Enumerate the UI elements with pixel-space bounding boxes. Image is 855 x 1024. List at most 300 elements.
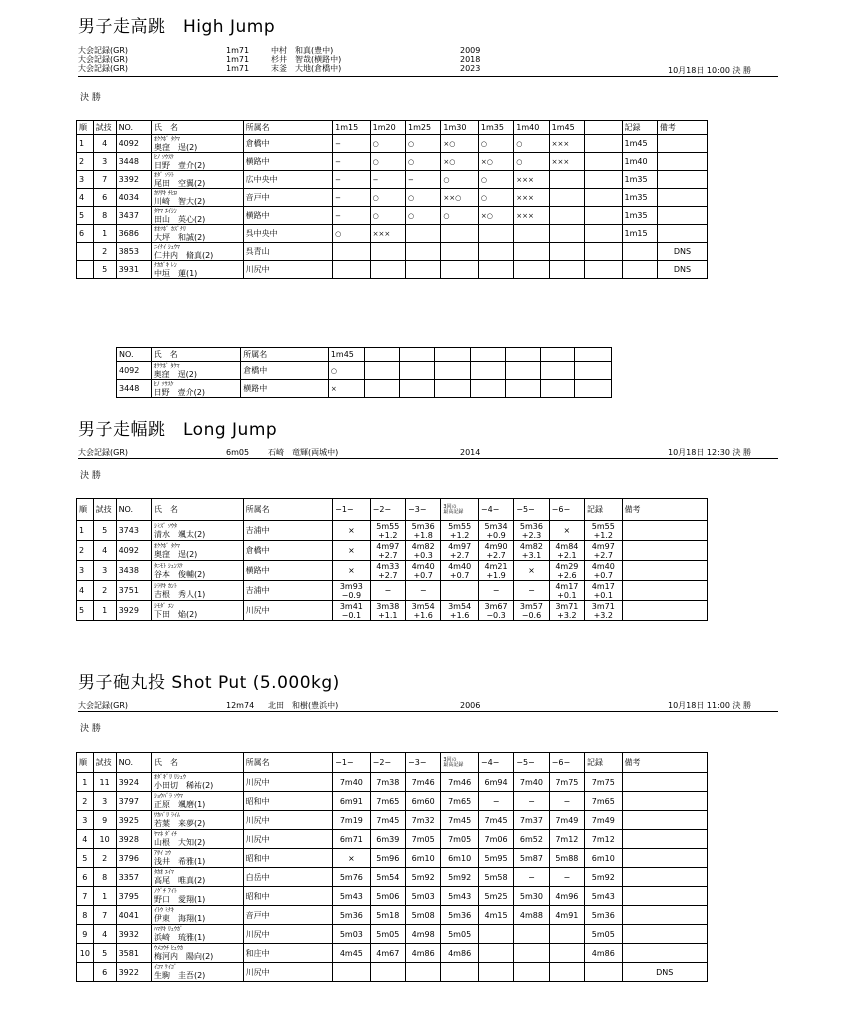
trial-cell: 7m19	[333, 811, 370, 830]
attempt-cell: ○	[441, 171, 478, 189]
trial-cell	[333, 521, 370, 541]
hj-results-table	[76, 120, 708, 279]
col-trial-4: −4−	[478, 753, 513, 773]
trial-cell	[370, 581, 405, 601]
order-cell: 1	[93, 887, 116, 906]
athlete-name: 下田 焔(2)	[153, 609, 198, 619]
athlete-name: 奥窪 逞(2)	[153, 549, 198, 559]
order-cell: 5	[93, 261, 116, 279]
attempt-cell	[549, 189, 584, 207]
trial-cell: 5m43	[585, 887, 622, 906]
event-datetime: 10月18日 10:00 決 勝	[668, 66, 752, 75]
attempt-cell	[370, 261, 405, 279]
trial-cell: −	[514, 868, 549, 887]
table-row	[77, 792, 708, 811]
attempt-cell: ○	[370, 153, 405, 171]
note-cell	[622, 773, 707, 792]
athlete-kana: ｱｻｲ ｺｳ	[153, 850, 171, 857]
team-cell: 川尻中	[243, 601, 333, 621]
trial-distance: 5m36	[411, 521, 435, 531]
note-cell	[657, 171, 707, 189]
athlete-kana: ｵｸｸﾎﾞ ﾀｸﾏ	[153, 362, 180, 370]
record-holder: 石崎 竜輝(両城中)	[268, 448, 339, 457]
attempt-cell	[478, 243, 513, 261]
col-team: 所属名	[243, 499, 333, 521]
trial-cell	[514, 561, 549, 581]
attempt-cell	[370, 243, 405, 261]
table-row	[77, 830, 708, 849]
divider	[78, 711, 778, 712]
trial-distance: −	[384, 586, 392, 595]
attempt-cell	[549, 261, 584, 279]
trial-cell	[478, 581, 513, 601]
athlete-kana: ｵｵﾂﾎﾞ ｶｽﾞﾅﾘ	[153, 225, 186, 233]
col-no: NO.	[116, 121, 151, 135]
trial-distance: 4m97	[591, 541, 615, 551]
order-cell: 7	[93, 906, 116, 925]
attempt-cell	[514, 225, 549, 243]
trial-distance: 3m41	[339, 601, 363, 611]
trial-cell	[333, 541, 370, 561]
attempt-cell	[549, 171, 584, 189]
team-cell: 昭和中	[243, 849, 333, 868]
attempt-cell: ○	[514, 135, 549, 153]
team-cell: 倉橋中	[241, 362, 329, 380]
table-header-row	[77, 499, 708, 521]
hj-title: 男子走高跳 High Jump	[78, 17, 276, 37]
best3-line2: 最高記録	[443, 508, 464, 515]
bib-cell: 4041	[116, 906, 151, 925]
trial-cell: 6m91	[333, 792, 370, 811]
rank-cell: 5	[77, 849, 94, 868]
note-cell	[657, 225, 707, 243]
trial-cell	[549, 944, 584, 963]
order-cell: 2	[93, 243, 116, 261]
col-best-of-3	[441, 753, 478, 773]
trial-distance: 4m97	[448, 541, 472, 551]
note-cell	[622, 868, 707, 887]
best3-line2: 最高記録	[443, 761, 464, 768]
trial-cell: 7m05	[406, 830, 441, 849]
trial-cell	[370, 561, 405, 581]
trial-cell	[406, 601, 441, 621]
trial-wind: −0.9	[341, 590, 362, 600]
athlete-name-cell	[151, 868, 243, 887]
record-cell: 1m40	[622, 153, 657, 171]
table-header-row	[117, 348, 612, 362]
trial-cell: 5m76	[333, 868, 370, 887]
trial-cell: 5m36	[333, 906, 370, 925]
record-label: 大会記録(GR)	[78, 701, 128, 710]
bib-cell: 3357	[116, 868, 151, 887]
record-cell: 1m35	[622, 171, 657, 189]
trial-cell	[514, 521, 549, 541]
col-trial-1: −1−	[333, 753, 370, 773]
attempt-cell: ○	[370, 189, 405, 207]
athlete-name: 伊東 海翔(1)	[153, 914, 206, 923]
trial-wind: +2.1	[557, 550, 577, 560]
note-cell	[622, 581, 707, 601]
col-order: 試技	[93, 121, 116, 135]
order-cell: 8	[93, 868, 116, 887]
note-cell	[622, 561, 707, 581]
athlete-name-cell	[151, 261, 243, 279]
col-height: 1m45	[328, 348, 365, 362]
attempt-cell: ○	[328, 362, 365, 380]
team-cell: 吉浦中	[243, 521, 333, 541]
trial-distance: 5m55	[376, 521, 400, 531]
team-cell: 吉浦中	[243, 581, 333, 601]
record-label: 大会記録(GR)	[78, 448, 128, 457]
best3-line1: 3回の	[443, 503, 457, 510]
trial-cell: 4m45	[333, 944, 370, 963]
note-cell	[657, 135, 707, 153]
trial-cell: 4m86	[406, 944, 441, 963]
trial-cell	[333, 561, 370, 581]
record-cell: 1m15	[622, 225, 657, 243]
team-cell: 白岳中	[243, 868, 333, 887]
attempt-cell: ○	[478, 135, 513, 153]
rank-cell: 4	[77, 189, 94, 207]
athlete-kana: ｵﾀﾞ ｿﾗﾄ	[153, 171, 174, 179]
trial-cell: 6m52	[514, 830, 549, 849]
trial-cell	[549, 925, 584, 944]
rank-cell: 2	[77, 792, 94, 811]
trial-cell: 7m40	[333, 773, 370, 792]
athlete-name-cell	[151, 561, 243, 581]
note-cell	[622, 906, 707, 925]
trial-wind: +2.7	[486, 550, 506, 560]
final-label: 決 勝	[80, 93, 101, 103]
record-holder: 中村 和真(豊中)	[271, 46, 334, 55]
attempt-cell	[441, 225, 478, 243]
athlete-name-cell	[151, 171, 243, 189]
record-label: 大会記録(GR)	[78, 55, 128, 64]
note-cell: DNS	[657, 261, 707, 279]
trial-distance: 4m97	[376, 541, 400, 551]
athlete-name: 正原 颯磨(1)	[153, 800, 206, 809]
trial-cell: 5m92	[585, 868, 622, 887]
team-cell: 昭和中	[243, 792, 333, 811]
attempt-cell: ×××	[514, 207, 549, 225]
blank-cell	[585, 225, 622, 243]
rank-cell: 3	[77, 171, 94, 189]
attempt-cell	[406, 243, 441, 261]
trial-distance: 5m34	[484, 521, 508, 531]
team-cell: 横路中	[243, 207, 333, 225]
blank-cell	[471, 380, 506, 398]
col-trial-6: −6−	[549, 753, 584, 773]
attempt-cell	[333, 261, 370, 279]
trial-cell: 4m98	[406, 925, 441, 944]
attempt-cell	[549, 225, 584, 243]
trial-cell	[478, 601, 513, 621]
athlete-name: 谷本 俊輔(2)	[153, 569, 206, 579]
record-cell: 1m35	[622, 189, 657, 207]
trial-cell	[585, 521, 622, 541]
trial-distance: 3m67	[484, 601, 508, 611]
attempt-cell	[549, 207, 584, 225]
blank-cell	[575, 362, 612, 380]
trial-wind: +0.7	[593, 570, 613, 580]
trial-cell	[478, 944, 513, 963]
trial-cell	[441, 541, 478, 561]
athlete-kana: ﾀｶｵ ﾕｲﾏ	[153, 869, 174, 876]
blank-cell	[471, 362, 506, 380]
trial-distance: 4m82	[519, 541, 543, 551]
athlete-name-cell	[151, 792, 243, 811]
note-cell	[622, 792, 707, 811]
attempt-cell	[441, 243, 478, 261]
rank-cell: 10	[77, 944, 94, 963]
note-cell	[622, 849, 707, 868]
athlete-name: 仁井内 脩真(2)	[153, 250, 214, 260]
trial-distance: 4m84	[555, 541, 579, 551]
athlete-name: 生駒 圭吾(2)	[153, 971, 206, 980]
trial-cell	[549, 963, 584, 982]
event-datetime: 10月18日 12:30 決 勝	[668, 448, 752, 457]
trial-cell: 4m86	[441, 944, 478, 963]
order-cell: 2	[93, 581, 116, 601]
record-cell	[622, 243, 657, 261]
table-row	[77, 189, 708, 207]
trial-cell: 5m05	[585, 925, 622, 944]
athlete-kana: ﾋﾉ ｿｳｽｹ	[153, 153, 174, 161]
record-holder: 北田 和樹(豊浜中)	[268, 701, 339, 710]
blank-cell	[365, 362, 400, 380]
table-row	[77, 601, 708, 621]
athlete-name-cell	[151, 773, 243, 792]
athlete-kana: ｼﾐｽﾞ ｿｳﾀ	[153, 522, 177, 530]
trial-wind: +1.9	[486, 570, 506, 580]
blank-cell	[506, 380, 541, 398]
bib-cell: 3448	[117, 380, 152, 398]
note-cell	[622, 830, 707, 849]
athlete-name: 梅河内 陽向(2)	[153, 952, 214, 961]
record-year: 2014	[460, 448, 481, 457]
record-holder: 末釜 大地(倉橋中)	[271, 64, 342, 73]
col-order: 試技	[93, 753, 116, 773]
table-row	[77, 153, 708, 171]
trial-wind: +2.7	[378, 570, 398, 580]
col-rank: 順	[77, 753, 94, 773]
trial-cell	[514, 541, 549, 561]
blank-cell	[400, 362, 435, 380]
trial-cell	[478, 521, 513, 541]
note-cell	[622, 541, 707, 561]
trial-cell: 7m32	[406, 811, 441, 830]
order-cell: 7	[93, 171, 116, 189]
table-row	[117, 362, 612, 380]
trial-cell: 7m38	[370, 773, 405, 792]
table-row	[77, 925, 708, 944]
trial-cell: 4m15	[478, 906, 513, 925]
trial-distance: −	[419, 586, 427, 595]
team-cell: 音戸中	[243, 189, 333, 207]
trial-distance: 5m55	[448, 521, 472, 531]
col-height: 1m45	[549, 121, 584, 135]
bib-cell: 3924	[116, 773, 151, 792]
trial-distance: 5m55	[591, 521, 615, 531]
rank-cell: 3	[77, 811, 94, 830]
rank-cell: 9	[77, 925, 94, 944]
trial-cell: 6m10	[406, 849, 441, 868]
record-mark: 1m71	[226, 46, 250, 55]
col-blank	[585, 121, 622, 135]
table-row	[77, 906, 708, 925]
trial-cell	[585, 581, 622, 601]
rank-cell: 6	[77, 225, 94, 243]
trial-cell	[406, 581, 441, 601]
bib-cell: 3928	[116, 830, 151, 849]
athlete-name-cell	[151, 887, 243, 906]
trial-wind: −0.6	[521, 610, 542, 620]
trial-wind: +1.1	[378, 610, 398, 620]
bib-cell: 3853	[116, 243, 151, 261]
attempt-cell	[406, 225, 441, 243]
table-header-row	[77, 753, 708, 773]
trial-cell: 5m87	[514, 849, 549, 868]
trial-cell: 7m49	[549, 811, 584, 830]
athlete-name-cell	[151, 243, 243, 261]
trial-cell: 7m40	[514, 773, 549, 792]
col-height: 1m30	[441, 121, 478, 135]
trial-cell: 5m25	[478, 887, 513, 906]
blank-cell	[585, 261, 622, 279]
athlete-name-cell	[151, 925, 243, 944]
table-row	[77, 171, 708, 189]
trial-cell	[585, 963, 622, 982]
order-cell: 3	[93, 561, 116, 581]
col-record: 記録	[585, 753, 622, 773]
table-row	[77, 207, 708, 225]
col-team: 所属名	[243, 753, 333, 773]
trial-cell: 7m46	[441, 773, 478, 792]
team-cell: 呉中央中	[243, 225, 333, 243]
trial-distance: −	[528, 586, 535, 595]
athlete-kana: ﾅｶｶﾞｷ ﾚﾝ	[153, 261, 177, 269]
attempt-cell: −	[406, 171, 441, 189]
trial-cell	[478, 963, 513, 982]
team-cell: 横路中	[243, 561, 333, 581]
rank-cell: 4	[77, 581, 94, 601]
athlete-kana: ﾀﾔﾏ ｴｲｼﾝ	[153, 207, 177, 215]
trial-distance: 4m29	[555, 561, 579, 571]
col-trial-5: −5−	[514, 499, 549, 521]
blank-cell	[434, 380, 471, 398]
trial-cell	[441, 581, 478, 601]
col-name: 氏 名	[151, 121, 243, 135]
attempt-cell	[478, 261, 513, 279]
rank-cell	[77, 261, 94, 279]
trial-cell: 7m65	[441, 792, 478, 811]
col-blank	[471, 348, 506, 362]
trial-cell: 5m43	[441, 887, 478, 906]
team-cell: 和庄中	[243, 944, 333, 963]
attempt-cell	[333, 243, 370, 261]
bib-cell: 4092	[117, 362, 152, 380]
order-cell: 6	[93, 963, 116, 982]
record-mark: 6m05	[226, 448, 250, 457]
bib-cell: 3797	[116, 792, 151, 811]
athlete-name: 清水 颯太(2)	[153, 529, 206, 539]
bib-cell: 3796	[116, 849, 151, 868]
athlete-name-cell	[151, 849, 243, 868]
athlete-name: 奥窪 逞(2)	[153, 369, 197, 379]
athlete-kana: ｵｸｸﾎﾞ ﾀｸﾏ	[153, 135, 180, 143]
bib-cell: 3922	[116, 963, 151, 982]
athlete-kana: ﾉｸﾞﾁ ｱｲﾄ	[153, 888, 177, 895]
col-no: NO.	[117, 348, 152, 362]
col-height: 1m20	[370, 121, 405, 135]
attempt-cell: ×××	[370, 225, 405, 243]
trial-distance: 4m33	[376, 561, 400, 571]
trial-cell	[514, 601, 549, 621]
col-blank	[365, 348, 400, 362]
bib-cell: 3438	[116, 561, 151, 581]
athlete-kana: ｵｸｸﾎﾞ ﾀｸﾏ	[153, 542, 180, 550]
athlete-name-cell	[151, 906, 243, 925]
trial-cell: 5m54	[370, 868, 405, 887]
record-year: 2009	[460, 46, 481, 55]
record-mark: 1m71	[226, 64, 250, 73]
athlete-kana: ｲｺﾏ ｹｲｺﾞ	[153, 964, 177, 971]
bib-cell: 3437	[116, 207, 151, 225]
athlete-name-cell	[151, 963, 243, 982]
trial-cell: 7m12	[549, 830, 584, 849]
athlete-name: 川崎 智大(2)	[153, 196, 206, 206]
trial-wind: +2.6	[557, 570, 577, 580]
trial-cell: −	[514, 792, 549, 811]
trial-cell	[549, 601, 584, 621]
record-label: 大会記録(GR)	[78, 64, 128, 73]
trial-cell	[478, 561, 513, 581]
bib-cell: 3929	[116, 601, 151, 621]
trial-cell: 7m45	[478, 811, 513, 830]
attempt-cell	[441, 261, 478, 279]
rank-cell	[77, 243, 94, 261]
trial-distance: 3m71	[591, 601, 615, 611]
athlete-name-cell	[151, 380, 241, 398]
col-order: 試技	[93, 499, 116, 521]
col-name: 氏 名	[151, 499, 243, 521]
trial-wind: +0.7	[413, 570, 433, 580]
trial-cell: 6m60	[406, 792, 441, 811]
trial-cell: 5m96	[370, 849, 405, 868]
blank-cell	[585, 207, 622, 225]
col-note: 備考	[622, 753, 707, 773]
trial-cell: 5m03	[333, 925, 370, 944]
col-no: NO.	[116, 753, 151, 773]
attempt-cell: ×○	[441, 135, 478, 153]
col-height: 1m35	[478, 121, 513, 135]
athlete-kana: ﾔﾏﾈ ﾀﾞｲﾁ	[153, 831, 177, 838]
trial-cell: 5m03	[406, 887, 441, 906]
trial-wind: +1.6	[449, 610, 470, 620]
bib-cell: 3686	[116, 225, 151, 243]
col-no: NO.	[116, 499, 151, 521]
record-year: 2006	[460, 701, 481, 710]
athlete-name: 浅井 希雅(1)	[153, 857, 206, 866]
table-row	[77, 561, 708, 581]
team-cell: 川尻中	[243, 261, 333, 279]
trial-distance: 3m93	[339, 581, 363, 591]
team-cell: 倉橋中	[243, 541, 333, 561]
team-cell: 呉青山	[243, 243, 333, 261]
trial-distance: ×	[348, 546, 355, 555]
rank-cell: 4	[77, 830, 94, 849]
trial-wind: +2.7	[593, 550, 613, 560]
